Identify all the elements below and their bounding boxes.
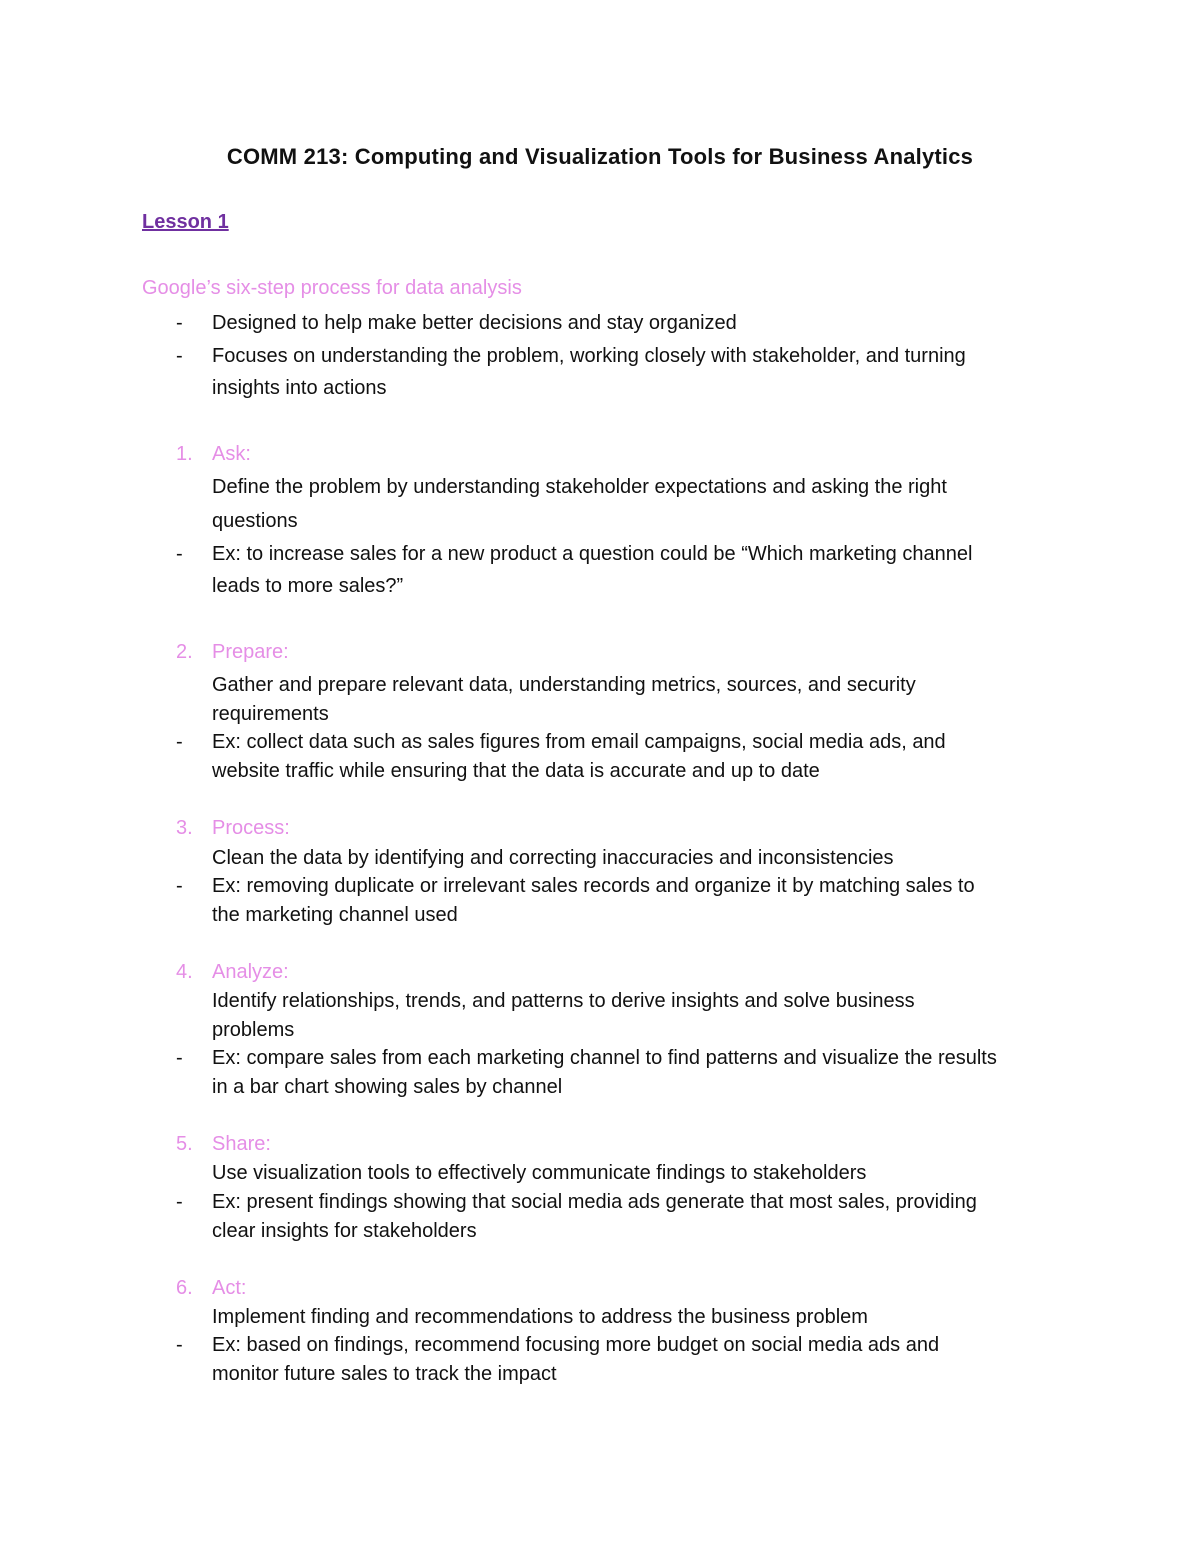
bullet-dash: -: [176, 345, 183, 367]
step-6-number: 6.: [176, 1277, 193, 1299]
step-3-description-line-1: Clean the data by identifying and correcting inaccuracies and inconsistencies: [212, 847, 894, 869]
step-2-title: Prepare:: [212, 641, 289, 663]
step-6-example-line-1: Ex: based on findings, recommend focusing more budget on social media ads and: [212, 1334, 940, 1356]
step-1-description-line-1: Define the problem by understanding stakeholder expectations and asking the right: [212, 476, 947, 498]
step-1-example-line-2: leads to more sales?”: [212, 575, 404, 597]
section-heading: Google’s six-step process for data analysis: [142, 277, 522, 299]
bullet-dash: -: [176, 731, 183, 753]
step-2-description-line-1: Gather and prepare relevant data, understanding metrics, sources, and security: [212, 674, 916, 696]
step-4-description-line-2: problems: [212, 1019, 295, 1041]
step-5-number: 5.: [176, 1133, 193, 1155]
bullet-dash: -: [176, 875, 183, 897]
step-4-description-line-1: Identify relationships, trends, and patterns to derive insights and solve business: [212, 990, 915, 1012]
intro-bullet-2-line-1: Focuses on understanding the problem, working closely with stakeholder, and turning: [212, 345, 966, 367]
step-1-number: 1.: [176, 443, 193, 465]
step-1-description-line-2: questions: [212, 510, 298, 532]
bullet-dash: -: [176, 1191, 183, 1213]
intro-bullet-1-line-1: Designed to help make better decisions and stay organized: [212, 312, 737, 334]
step-4-example-line-2: in a bar chart showing sales by channel: [212, 1076, 563, 1098]
bullet-dash: -: [176, 312, 183, 334]
step-5-description-line-1: Use visualization tools to effectively communicate findings to stakeholders: [212, 1162, 867, 1184]
step-1-title: Ask:: [212, 443, 251, 465]
step-3-number: 3.: [176, 817, 193, 839]
step-4-number: 4.: [176, 961, 193, 983]
step-2-number: 2.: [176, 641, 193, 663]
bullet-dash: -: [176, 1047, 183, 1069]
step-1-example-line-1: Ex: to increase sales for a new product a question could be “Which marketing channel: [212, 543, 973, 565]
step-3-title: Process:: [212, 817, 290, 839]
step-5-title: Share:: [212, 1133, 271, 1155]
step-6-description-line-1: Implement finding and recommendations to address the business problem: [212, 1306, 868, 1328]
lesson-heading: Lesson 1: [142, 211, 229, 233]
bullet-dash: -: [176, 1334, 183, 1356]
step-6-title: Act:: [212, 1277, 247, 1299]
page-title: COMM 213: Computing and Visualization Tools for Business Analytics: [226, 144, 974, 169]
step-5-example-line-2: clear insights for stakeholders: [212, 1220, 477, 1242]
step-5-example-line-1: Ex: present findings showing that social media ads generate that most sales, providing: [212, 1191, 977, 1213]
step-3-example-line-1: Ex: removing duplicate or irrelevant sales records and organize it by matching sales to: [212, 875, 975, 897]
step-6-example-line-2: monitor future sales to track the impact: [212, 1363, 557, 1385]
step-2-example-line-2: website traffic while ensuring that the data is accurate and up to date: [212, 760, 820, 782]
step-2-example-line-1: Ex: collect data such as sales figures from email campaigns, social media ads, and: [212, 731, 946, 753]
step-4-title: Analyze:: [212, 961, 289, 983]
bullet-dash: -: [176, 543, 183, 565]
step-2-description-line-2: requirements: [212, 703, 329, 725]
step-4-example-line-1: Ex: compare sales from each marketing channel to find patterns and visualize the results: [212, 1047, 997, 1069]
intro-bullet-2-line-2: insights into actions: [212, 377, 387, 399]
step-3-example-line-2: the marketing channel used: [212, 904, 458, 926]
